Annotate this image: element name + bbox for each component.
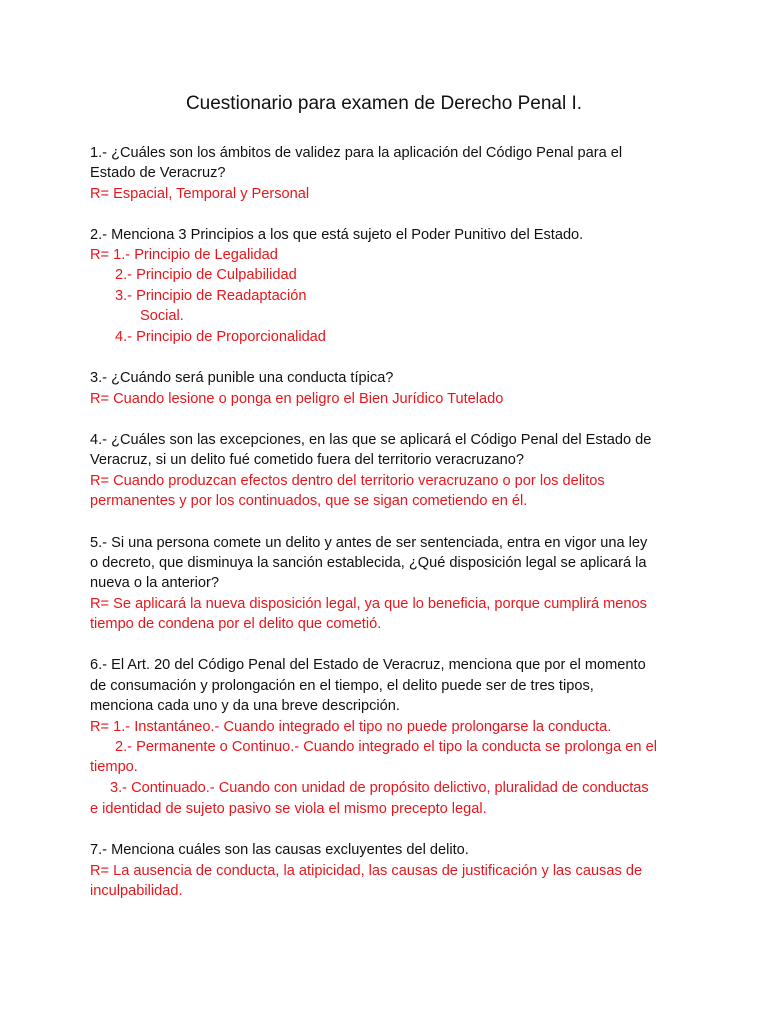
- answer-7-line-1: R= La ausencia de conducta, la atipicidad, las causas de justificación y las causas de: [90, 863, 643, 879]
- question-4-line-1: 4.- ¿Cuáles son las excepciones, en las que se aplicará el Código Penal del Estado de: [90, 432, 652, 448]
- answer-3-line-1: R= Cuando lesione o ponga en peligro el Bien Jurídico Tutelado: [90, 391, 504, 407]
- question-6-line-3: menciona cada uno y da una breve descripción.: [90, 698, 400, 714]
- answer-6-line-1: R= 1.- Instantáneo.- Cuando integrado el tipo no puede prolongarse la conducta.: [90, 719, 612, 735]
- answer-2-line-4: Social.: [140, 308, 184, 324]
- answer-6-line-2: 2.- Permanente o Continuo.- Cuando integrado el tipo la conducta se prolonga en el: [115, 739, 657, 755]
- answer-6-line-5: e identidad de sujeto pasivo se viola el mismo precepto legal.: [90, 801, 487, 817]
- answer-2-line-1: R= 1.- Principio de Legalidad: [90, 247, 278, 263]
- question-5-line-1: 5.- Si una persona comete un delito y antes de ser sentenciada, entra en vigor una ley: [90, 535, 648, 551]
- question-6-line-2: de consumación y prolongación en el tiempo, el delito puede ser de tres tipos,: [90, 678, 594, 694]
- answer-6-line-4: 3.- Continuado.- Cuando con unidad de propósito delictivo, pluralidad de conductas: [110, 780, 649, 796]
- document-title: Cuestionario para examen de Derecho Penal I.: [185, 93, 583, 114]
- question-4-line-2: Veracruz, si un delito fué cometido fuera del territorio veracruzano?: [90, 452, 524, 468]
- question-1-line-2: Estado de Veracruz?: [90, 165, 226, 181]
- answer-5-line-1: R= Se aplicará la nueva disposición legal, ya que lo beneficia, porque cumplirá menos: [90, 596, 647, 612]
- answer-7-line-2: inculpabilidad.: [90, 883, 183, 899]
- answer-4-line-2: permanentes y por los continuados, que se sigan cometiendo en él.: [90, 493, 528, 509]
- question-5-line-3: nueva o la anterior?: [90, 575, 219, 591]
- question-1-line-1: 1.- ¿Cuáles son los ámbitos de validez para la aplicación del Código Penal para el: [90, 145, 623, 161]
- answer-5-line-2: tiempo de condena por el delito que cometió.: [90, 616, 382, 632]
- question-6-line-1: 6.- El Art. 20 del Código Penal del Estado de Veracruz, menciona que por el momento: [90, 657, 646, 673]
- question-2-line-1: 2.- Menciona 3 Principios a los que está sujeto el Poder Punitivo del Estado.: [90, 227, 584, 243]
- answer-6-line-3: tiempo.: [90, 759, 138, 775]
- question-7-line-1: 7.- Menciona cuáles son las causas excluyentes del delito.: [90, 842, 469, 858]
- answer-2-line-5: 4.- Principio de Proporcionalidad: [115, 329, 326, 345]
- question-3-line-1: 3.- ¿Cuándo será punible una conducta típica?: [90, 370, 394, 386]
- answer-2-line-3: 3.- Principio de Readaptación: [115, 288, 307, 304]
- answer-2-line-2: 2.- Principio de Culpabilidad: [115, 267, 297, 283]
- question-5-line-2: o decreto, que disminuya la sanción establecida, ¿Qué disposición legal se aplicará la: [90, 555, 647, 571]
- answer-4-line-1: R= Cuando produzcan efectos dentro del territorio veracruzano o por los delitos: [90, 473, 605, 489]
- answer-1-line-1: R= Espacial, Temporal y Personal: [90, 186, 310, 202]
